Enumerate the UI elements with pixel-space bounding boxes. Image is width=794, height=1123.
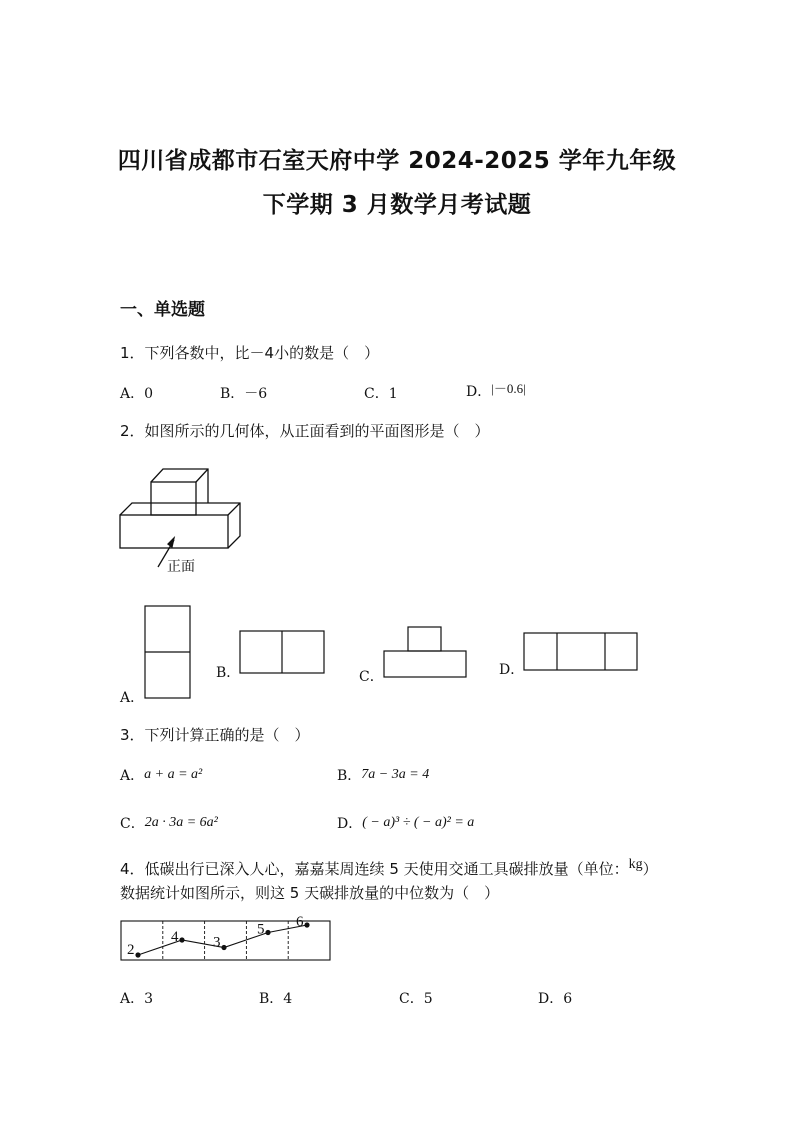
data-point — [135, 952, 140, 957]
page-title-line1: 四川省成都市石室天府中学 2024-2025 学年九年级 — [117, 148, 677, 174]
q2-option-c-figure[interactable] — [383, 626, 469, 680]
option-letter: C． — [120, 816, 145, 832]
option-value: 0 — [144, 386, 154, 402]
q1-option-c[interactable] — [364, 383, 398, 403]
option-letter: D． — [466, 384, 492, 400]
stem-close: ） — [642, 860, 658, 878]
option-value: 3 — [144, 991, 154, 1007]
data-label: 5 — [257, 921, 265, 938]
question-4-stem-line1 — [120, 858, 658, 879]
question-2-stem: 2．如图所示的几何体，从正面看到的平面图形是（ ） — [120, 422, 490, 440]
q2-option-d-letter[interactable]: D． — [499, 662, 525, 678]
option-value: 4 — [283, 991, 293, 1007]
data-point — [265, 930, 270, 935]
q2-option-c-letter[interactable]: C． — [359, 669, 384, 685]
q1-option-a[interactable] — [120, 383, 153, 403]
option-letter: D． — [538, 991, 564, 1007]
question-1-stem: 1．下列各数中，比－4小的数是（ ） — [120, 344, 380, 362]
option-value: 6 — [563, 991, 573, 1007]
data-label: 2 — [127, 942, 135, 958]
option-letter: A． — [120, 991, 145, 1007]
q4-line-chart — [120, 914, 332, 962]
q4-option-d[interactable] — [538, 988, 572, 1008]
option-value: －6 — [244, 386, 268, 402]
question-4-stem-line2: 数据统计如图所示，则这 5 天碳排放量的中位数为（ ） — [120, 884, 500, 902]
q3-option-a[interactable] — [120, 765, 202, 785]
q2-option-d-figure[interactable] — [523, 632, 641, 674]
unit-text: kg — [628, 857, 643, 872]
option-letter: D． — [337, 816, 363, 832]
option-expression: ( − a)³ ÷ ( − a)² = a — [362, 815, 475, 830]
data-label: 4 — [171, 929, 179, 945]
question-3-stem: 3．下列计算正确的是（ ） — [120, 726, 310, 744]
q4-option-a[interactable] — [120, 988, 153, 1008]
q2-option-a-letter[interactable]: A． — [120, 690, 145, 706]
option-expression: 7a − 3a = 4 — [361, 767, 430, 782]
q2-option-b-figure[interactable] — [239, 630, 327, 676]
q1-option-b[interactable] — [220, 383, 267, 403]
q3-option-c[interactable] — [120, 813, 218, 833]
section-heading: 一、单选题 — [120, 300, 205, 320]
option-letter: B． — [337, 768, 362, 784]
option-letter: C． — [364, 386, 389, 402]
q3-option-d[interactable] — [337, 813, 474, 833]
option-letter: B． — [259, 991, 284, 1007]
stem-text: 4．低碳出行已深入人心，嘉嘉某周连续 5 天使用交通工具碳排放量（单位： — [120, 860, 629, 878]
option-letter: C． — [399, 991, 424, 1007]
option-value: |－0.6| — [491, 381, 526, 396]
q2-option-a-figure[interactable] — [143, 605, 193, 700]
option-letter: A． — [120, 768, 145, 784]
q3-option-b[interactable] — [337, 765, 429, 785]
option-letter: A． — [120, 386, 145, 402]
option-value: 5 — [423, 991, 433, 1007]
series-line — [138, 925, 307, 955]
q4-option-b[interactable] — [259, 988, 292, 1008]
data-point — [304, 922, 309, 927]
option-expression: a + a = a² — [144, 767, 203, 782]
option-letter: B． — [220, 386, 245, 402]
option-value: 1 — [388, 386, 398, 402]
q4-option-c[interactable] — [399, 988, 433, 1008]
q1-option-d[interactable] — [466, 381, 526, 401]
option-expression: 2a · 3a = 6a² — [144, 815, 218, 830]
data-label: 6 — [296, 914, 304, 930]
front-view-label: 正面 — [167, 560, 195, 575]
data-point — [221, 945, 226, 950]
q2-option-b-letter[interactable]: B． — [216, 665, 241, 681]
data-label: 3 — [213, 934, 221, 951]
data-point — [179, 937, 184, 942]
page-title-line2: 下学期 3 月数学月考试题 — [262, 192, 532, 218]
